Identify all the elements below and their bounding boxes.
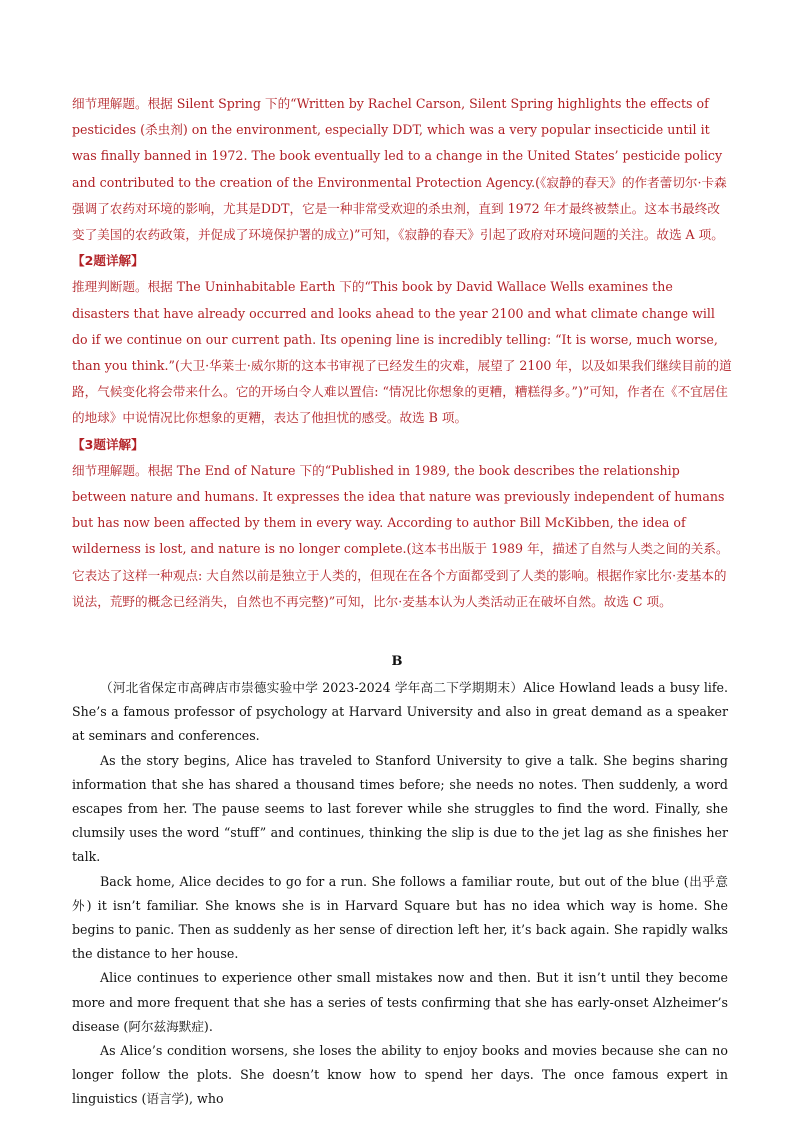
reading-passage (72, 676, 728, 1112)
passage-paragraph: （河北省保定市高碑店市崇德实验中学 2023-2024 学年高二下学期期末）Alice Howland leads a busy life. She’s a famous professor of psychology at Harvard University and also in great demand as a speaker at seminars and conferences. (72, 680, 728, 744)
answer-analysis (72, 91, 732, 615)
passage-paragraph: As Alice’s condition worsens, she loses the ability to enjoy books and movies because she can no longer follow the plots. She doesn’t know how to spend her days. The once famous expert in linguistics (语言学), who (72, 1043, 728, 1107)
q2-explanation: 推理判断题。根据 The Uninhabitable Earth 下的“This book by David Wallace Wells examines the disasters that have already occurred and looks ahead to the year 2100 and what climate change will do if we continue on our current path. Its opening line is incredibly telling: “It is worse, much worse, than you think.”(大卫·华莱士·威尔斯的这本书审视了已经发生的灾难，展望了 2100 年，以及如果我们继续目前的道路，气候变化将会带来什么。它的开场白令人难以置信: “情况比你想象的更糟，糟糕得多。”)”可知，作者在《不宜居住的地球》中说情况比你想象的更糟，表达了他担忧的感受。故选 B 项。 (72, 279, 732, 426)
q2-heading: 【2题详解】 (72, 253, 144, 269)
passage-paragraph: Alice continues to experience other small mistakes now and then. But it isn’t until they become more and more frequent that she has a series of tests confirming that she has early-onset Alzheimer’s disease (阿尔兹海默症). (72, 970, 728, 1034)
q3-explanation: 细节理解题。根据 The End of Nature 下的“Published in 1989, the book describes the relationship between nature and humans. It expresses the idea that nature was previously independent of humans but has now been affected by them in every way. According to author Bill McKibben, the idea of wilderness is lost, and nature is no longer complete.(这本书出版于 1989 年，描述了自然与人类之间的关系。它表达了这样一种观点: 大自然以前是独立于人类的，但现在在各个方面都受到了人类的影响。根据作家比尔·麦基本的说法，荒野的概念已经消失，自然也不再完整)”可知，比尔·麦基本认为人类活动正在破坏自然。故选 C 项。 (72, 462, 729, 609)
q1-explanation: 细节理解题。根据 Silent Spring 下的“Written by Rachel Carson, Silent Spring highlights the effects of pesticides (杀虫剂) on the environment, especially DDT, which was a very popular insecticide until it was finally banned in 1972. The book eventually led to a change in the United States’ pesticide policy and contributed to the creation of the Environmental Protection Agency.(《寂静的春天》的作者蕾切尔·卡森强调了农药对环境的影响，尤其是DDT，它是一种非常受欢迎的杀虫剂，直到 1972 年才最终被禁止。这本书最终改变了美国的农药政策，并促成了环境保护署的成立)”可知，《寂静的春天》引起了政府对环境问题的关注。故选 A 项。 (72, 96, 727, 243)
passage-paragraph: Back home, Alice decides to go for a run. She follows a familiar route, but out of the blue (出乎意外) it isn’t familiar. She knows she is in Harvard Square but has no idea which way is home. She begins to panic. Then as suddenly as her sense of direction left her, it’s back again. She rapidly walks the distance to her house. (72, 873, 728, 962)
section-title: B (391, 654, 403, 669)
q3-heading: 【3题详解】 (72, 436, 144, 452)
passage-paragraph: As the story begins, Alice has traveled to Stanford University to give a talk. She begins sharing information that she has shared a thousand times before; she needs no notes. Then suddenly, a word escapes from her. The pause seems to last forever while she struggles to find the word. Finally, she clumsily uses the word “stuff” and continues, thinking the slip is due to the jet lag as she finishes her talk. (72, 752, 728, 865)
